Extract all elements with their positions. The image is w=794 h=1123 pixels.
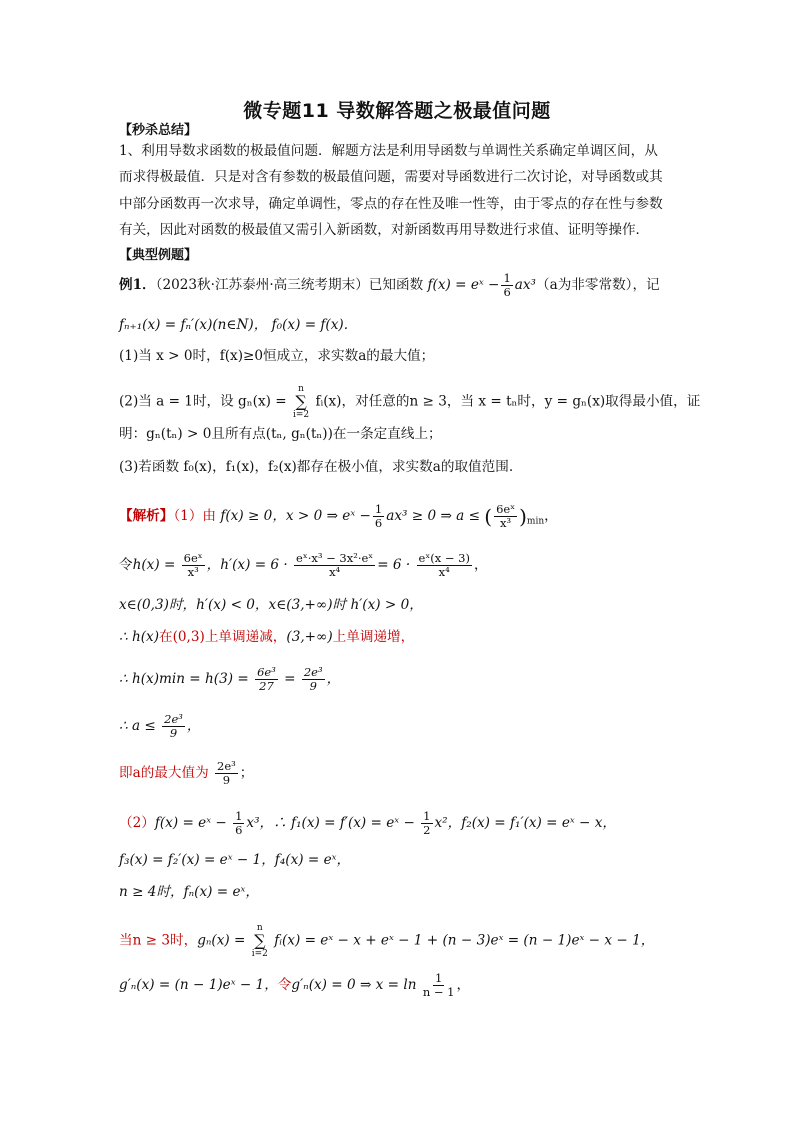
solution-line-12: g′ₙ(x) = (n − 1)eˣ − 1，令g′ₙ(x) = 0 ⇒ x = ln $\frac{1}{n - 1}$ ， bbox=[119, 971, 471, 999]
fraction-6e3-27: $\frac{\text{6e³}}{27}$ bbox=[257, 665, 276, 693]
solution-line-6: ∴ a ≤ $\frac{\text{2e³}}{9}$ ， bbox=[119, 712, 201, 740]
example-tail: （a为非零常数），记 bbox=[536, 277, 660, 293]
fraction-1-6c: $\frac{1}{6}$ bbox=[235, 809, 243, 837]
solution-line-2: 令h(x) = $\frac{\text{6eˣ}}{\text{x³}}$ ，h′(x) = 6 · $\frac{\text{eˣ·x³ − 3x²·eˣ}}{\text{x⁴}}$ = 6 · $\frac{\text{eˣ(x − 3)}}{\text{x⁴}}$ ， bbox=[119, 551, 488, 579]
g-def: gₙ(x) = bbox=[197, 932, 246, 949]
question-2-start: (2)当 a = 1时，设 gₙ(x) = bbox=[119, 393, 287, 410]
g-expansion: fᵢ(x) = eˣ − x + eˣ − 1 + (n − 3)eˣ = (n − 1)eˣ − x − 1， bbox=[274, 932, 655, 949]
question-1: (1)当 x > 0时，f(x)≥0恒成立，求实数a的最大值； bbox=[119, 348, 435, 364]
monotone-interval: (3,+∞) bbox=[286, 629, 333, 645]
a-bound: ∴ a ≤ bbox=[119, 718, 156, 734]
solution-line-5: ∴ h(x)min = h(3) = $\frac{\text{6e³}}{27}$ = $\frac{\text{2e³}}{9}$ ， bbox=[119, 665, 341, 693]
monotone-increasing: 上单调递增， bbox=[332, 629, 415, 645]
summary-line-2: 而求得极最值．只是对含有参数的极最值问题，需要对导函数进行二次讨论，对导函数或其 bbox=[119, 169, 663, 185]
equals-6: = 6 · bbox=[377, 557, 411, 573]
let-text: 令 bbox=[119, 557, 133, 573]
example-function: f(x) = eˣ − bbox=[427, 277, 500, 293]
question-3: (3)若函数 f₀(x)，f₁(x)，f₂(x)都存在极小值，求实数a的取值范围. bbox=[119, 459, 514, 475]
example-1-line bbox=[119, 272, 660, 299]
summary-line-4: 有关，因此对函数的极最值又需引入新函数，对新函数再用导数进行求值、证明等操作． bbox=[119, 222, 650, 238]
fraction-1-n-1: $\frac{1}{n - 1}$ bbox=[422, 971, 455, 999]
fraction-h: $\frac{\text{6eˣ}}{\text{x³}}$ bbox=[183, 551, 203, 579]
fraction-simplified: $\frac{\text{eˣ(x − 3)}}{\text{x⁴}}$ bbox=[418, 551, 470, 579]
summary-line-1: 1、利用导数求函数的极最值问题．解题方法是利用导函数与单调性关系确定单调区间，从 bbox=[119, 143, 658, 159]
recurrence-formula: fₙ₊₁(x) = fₙ′(x)(n∈N) bbox=[119, 317, 254, 333]
f1-def: x³，∴ f₁(x) = f′(x) = eˣ − bbox=[246, 815, 415, 831]
solution-line-8 bbox=[119, 810, 616, 837]
let-text-2: 令 bbox=[277, 977, 292, 993]
question-2-line-1 bbox=[119, 384, 700, 420]
monotone-decreasing: 在(0,3)上单调递减， bbox=[159, 629, 287, 645]
fraction-2e3-9: $\frac{\text{2e³}}{9}$ bbox=[303, 665, 323, 693]
solution-line-9: f₃(x) = f₂′(x) = eˣ − 1，f₄(x) = eˣ， bbox=[119, 852, 351, 868]
h-def: h(x) = bbox=[132, 557, 176, 573]
fraction-2e3-9c: $\frac{\text{2e³}}{9}$ bbox=[217, 759, 236, 787]
recurrence-line bbox=[119, 316, 348, 334]
h-prime: ，h′(x) = 6 · bbox=[206, 557, 288, 573]
fraction-derivative: $\frac{\text{eˣ·x³ − 3x²·eˣ}}{\text{x⁴}}$ bbox=[296, 551, 374, 579]
fraction-1-2: $\frac{1}{2}$ bbox=[423, 809, 431, 837]
example-ax3: ax³ bbox=[514, 277, 536, 293]
solution-step-1b: ax³ ≥ 0 ⇒ a ≤ bbox=[386, 508, 480, 524]
solution-line-10: n ≥ 4时，fₙ(x) = eˣ， bbox=[119, 884, 259, 900]
when-n-ge-3: 当n ≥ 3时， bbox=[119, 932, 198, 949]
solution-line-7: 即a的最大值为 $\frac{\text{2e³}}{9}$ ； bbox=[119, 759, 254, 787]
h-min: ∴ h(x)min = h(3) = bbox=[119, 671, 249, 687]
solution-line-11 bbox=[119, 923, 654, 959]
max-value-text: 即a的最大值为 bbox=[119, 765, 209, 781]
section-example-heading: 【典型例题】 bbox=[119, 248, 198, 263]
summation-symbol: n ∑ i=2 bbox=[292, 384, 310, 420]
section-summary-heading: 【秒杀总结】 bbox=[119, 123, 198, 138]
question-2-line-2: 明：gₙ(tₙ) > 0且所有点(tₙ, gₙ(tₙ))在一条定直线上； bbox=[119, 426, 442, 442]
example-label: 例1． bbox=[119, 277, 156, 293]
g-prime: g′ₙ(x) = (n − 1)eˣ − 1， bbox=[119, 977, 278, 993]
f-def: f(x) = eˣ − bbox=[154, 815, 227, 831]
solution-line-3: x∈(0,3)时，h′(x) < 0，x∈(3,+∞)时 h′(x) > 0， bbox=[119, 597, 423, 613]
recurrence-f0: ， f₀(x) = f(x). bbox=[253, 317, 349, 333]
summation-symbol-2: n ∑ i=2 bbox=[251, 923, 268, 959]
part-2-label: （2） bbox=[119, 815, 155, 831]
solution-label: 【解析】 bbox=[119, 508, 174, 524]
solution-line-1: 【解析】（1）由 f(x) ≥ 0，x > 0 ⇒ eˣ − $\frac{1}{6}$ ax³ ≥ 0 ⇒ a ≤ ( $\frac{\text{6eˣ}}{\text{x³}}$ )$_{min}$， bbox=[119, 502, 558, 530]
solution-line-4 bbox=[119, 628, 414, 646]
fraction-1-6b: $\frac{1}{6}$ bbox=[374, 502, 383, 530]
question-2-rest: fᵢ(x)，对任意的n ≥ 3，当 x = tₙ时，y = gₙ(x)取得最小值，证 bbox=[315, 393, 701, 410]
f2-def: x²，f₂(x) = f₁′(x) = eˣ − x， bbox=[434, 815, 617, 831]
fraction-2e3-9b: $\frac{\text{2e³}}{9}$ bbox=[164, 712, 183, 740]
min-subscript: min bbox=[526, 516, 545, 527]
fraction-6ex-x3: $\frac{\text{6eˣ}}{\text{x³}}$ bbox=[496, 502, 516, 530]
example-source: （2023秋·江苏泰州·高三统考期末）已知函数 bbox=[155, 277, 424, 293]
solution-intro: （1）由 bbox=[173, 508, 217, 524]
g-prime-zero: g′ₙ(x) = 0 ⇒ x = ln bbox=[291, 977, 417, 993]
summary-line-3: 中部分函数再一次求导，确定单调性，零点的存在性及唯一性等，由于零点的存在性与参数 bbox=[119, 196, 663, 212]
solution-step-1: f(x) ≥ 0，x > 0 ⇒ eˣ − bbox=[220, 508, 371, 524]
fraction-1-6: $\frac{1}{6}$ bbox=[503, 271, 511, 299]
page-title: 微专题11 导数解答题之极最值问题 bbox=[243, 100, 551, 122]
monotone-h: ∴ h(x) bbox=[119, 629, 159, 645]
